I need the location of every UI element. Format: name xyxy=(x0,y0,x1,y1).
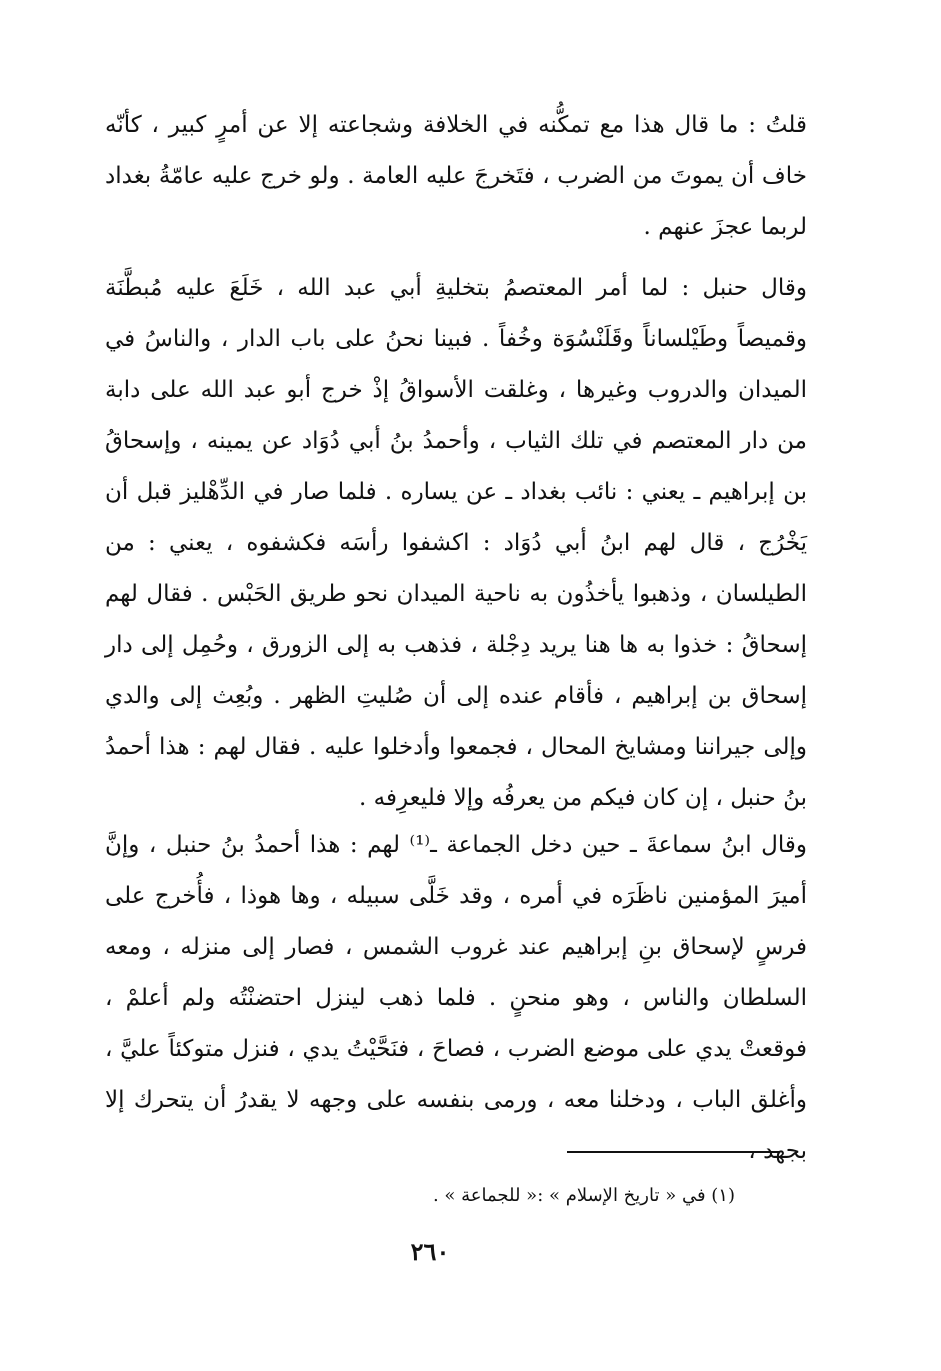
paragraph-1: قلتُ : ما قال هذا مع تمكُّنه في الخلافة وشجاعته إلا عن أمرٍ كبير ، كأنّه خاف أن يموتَ من الضرب ، فتَخرجَ عليه العامة . ولو خرج عليه عامّةُ بغداد لربما عجزَ عنهم . xyxy=(105,112,807,240)
paragraph-3: وقال ابنُ سماعةَ ـ حين دخل الجماعة ـ⁽¹⁾ لهم : هذا أحمدُ بنُ حنبل ، وإنَّ أميرَ المؤمنين ناظَرَه في أمره ، وقد خَلَّى سبيله ، وها هوذا ، فأُخرج على فرسٍ لإسحاق بنِ إبراهيم عند غروب الشمس ، فصار إلى منزله ، ومعه السلطان والناس ، وهو منحنٍ . فلما ذهب لينزل احتضنْتُه ولم أعلمْ ، فوقعتْ يدي على موضع الضرب ، فصاحَ ، فنَحَّيْتُ يدي ، فنزل متوكئاً عليَّ ، وأغلق الباب ، ودخلنا معه ، ورمى بنفسه على وجهه لا يقدرُ أن يتحرك إلا بجهد ، xyxy=(105,832,807,1164)
paragraph-2: وقال حنبل : لما أمر المعتصمُ بتخليةِ أبي عبد الله ، خَلَعَ عليه مُبطَّنَة وقميصاً وطَيْلساناً وقَلَنْسُوَة وخُفاً . فبينا نحنُ على باب الدار ، والناسُ في الميدان والدروب وغيرها ، وغلقت الأسواقُ إذْ خرج أبو عبد الله على دابة من دار المعتصم في تلك الثياب ، وأحمدُ بنُ أبي دُوَاد عن يمينه ، وإسحاقُ بن إبراهيم ـ يعني : نائب بغداد ـ عن يساره . فلما صار في الدِّهْليز قبل أن يَخْرُج ، قال لهم ابنُ أبي دُوَاد : اكشفوا رأسَه فكشفوه ، يعني : من الطيلسان ، وذهبوا يأخذُون به ناحية الميدان نحو طريق الحَبْس . فقال لهم إسحاقُ : خذوا به ها هنا يريد دِجْلة ، فذهب به إلى الزورق ، وحُمِل إلى دار إسحاق بن إبراهيم ، فأقام عنده إلى أن صُليتِ الظهر . وبُعِث إلى والدي وإلى جيراننا ومشايخ المحال ، فجمعوا وأدخلوا عليه . فقال لهم : هذا أحمدُ بنُ حنبل ، إن كان فيكم من يعرفُه وإلا فليعرِفه . xyxy=(105,275,807,811)
footnote: (١) في « تاريخ الإسلام » :« للجماعة » . xyxy=(432,1185,735,1206)
page-number: ٢٦٠ xyxy=(410,1237,450,1266)
footnote-separator xyxy=(567,1151,779,1153)
